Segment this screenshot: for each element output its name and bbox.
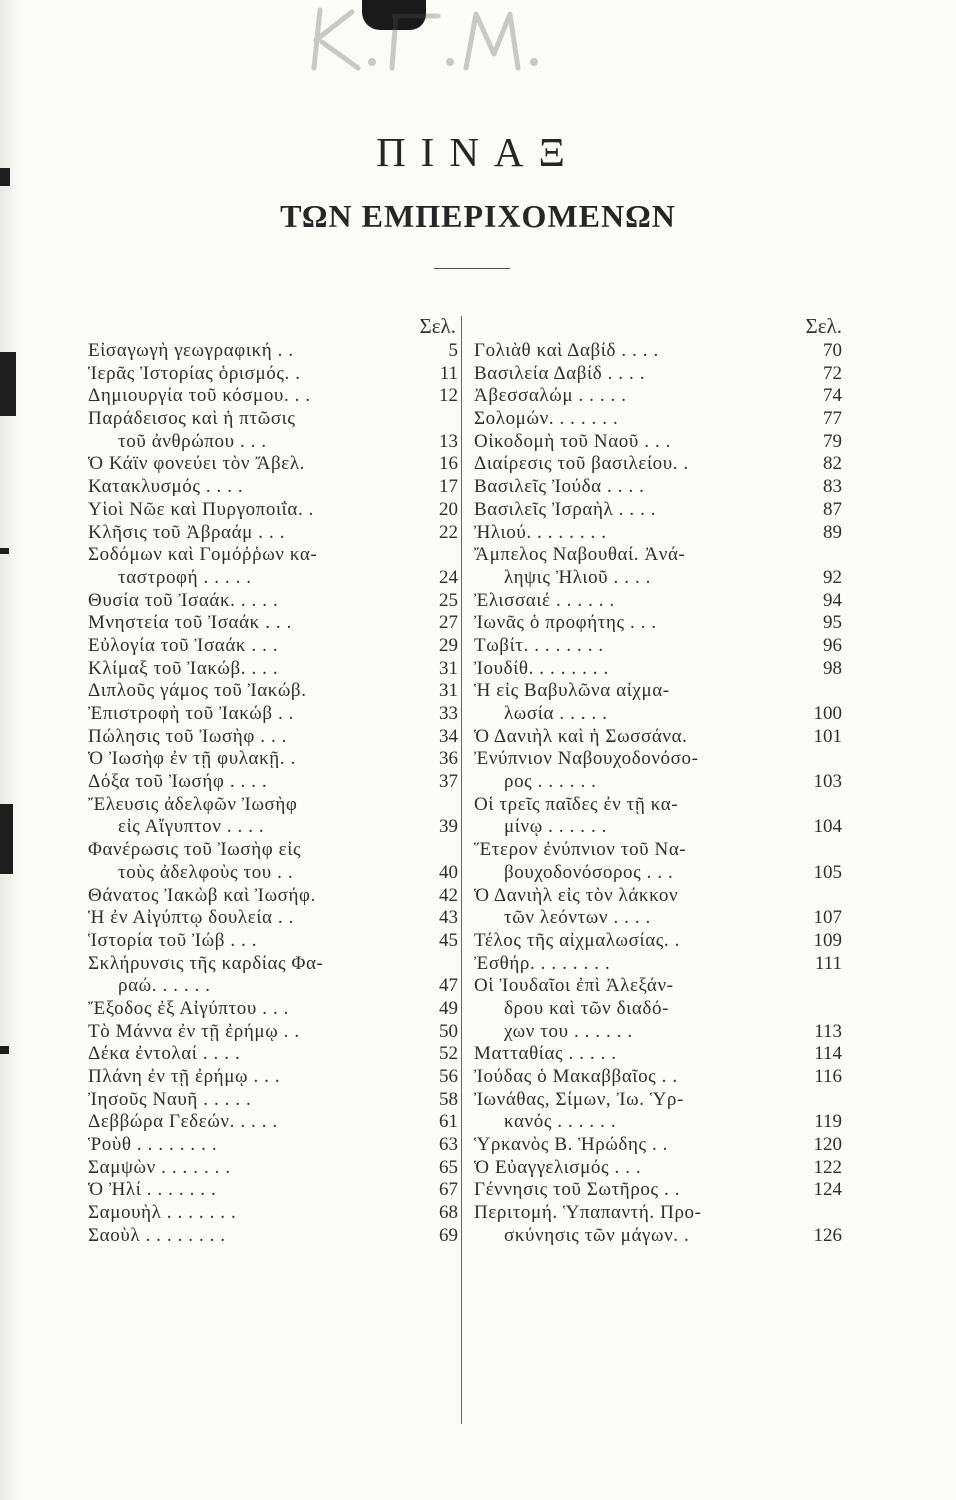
toc-entry <box>474 907 842 930</box>
toc-entry-page: 65 <box>439 1156 458 1178</box>
edge-mark <box>0 548 9 554</box>
toc-entry-page: 69 <box>439 1224 458 1246</box>
toc-entry-page: 103 <box>813 771 842 793</box>
toc-entry-page: 29 <box>439 634 458 656</box>
toc-entry <box>474 794 842 817</box>
toc-entry-page: 42 <box>439 884 458 906</box>
toc-entry-page: 109 <box>813 929 842 951</box>
toc-entry-page: 82 <box>823 453 842 475</box>
toc-entry-title: Βασιλεῖς Ἰσραὴλ . . . . <box>474 498 657 520</box>
toc-entry-title: Βασιλεία Δαβίδ . . . . <box>474 362 646 384</box>
toc-entry-page: 67 <box>439 1179 458 1201</box>
toc-entry-title: Ἐνύπνιον Ναβουχοδονόσο- <box>474 748 699 770</box>
toc-entry-page: 31 <box>439 680 458 702</box>
toc-entry <box>474 975 842 998</box>
toc-entry <box>474 1111 842 1134</box>
toc-entry <box>474 522 842 545</box>
toc-entry <box>88 408 458 431</box>
toc-entry-page: 27 <box>439 612 458 634</box>
toc-entry-title: ραώ. . . . . . <box>118 975 211 997</box>
toc-entry-title: Δεββώρα Γεδεών. . . . . <box>88 1111 278 1133</box>
toc-entry-page: 96 <box>823 634 842 656</box>
toc-entry-page: 104 <box>813 816 842 838</box>
toc-entry-title: Πλάνη ἐν τῇ ἐρήμῳ . . . <box>88 1066 281 1087</box>
toc-entry-title: Γέννησις τοῦ Σωτῆρος . . <box>474 1179 681 1201</box>
toc-entry <box>474 340 842 363</box>
toc-entry-title: Σκλήρυνσις τῆς καρδίας Φα- <box>88 952 324 974</box>
toc-entry <box>88 612 458 635</box>
toc-entry-page: 36 <box>439 748 458 770</box>
toc-entry <box>88 499 458 522</box>
toc-entry-title: τοὺς ἀδελφοὺς του . . <box>118 861 294 883</box>
toc-entry-page: 49 <box>439 997 458 1019</box>
toc-entry-page: 17 <box>439 476 458 498</box>
toc-entry <box>474 1089 842 1112</box>
toc-entry <box>474 476 842 499</box>
toc-entry-title: Ἡ ἐν Αἰγύπτῳ δουλεία . . <box>88 907 294 929</box>
toc-entry <box>88 839 458 862</box>
toc-entry-page: 72 <box>823 362 842 384</box>
toc-entry-title: Ἔλευσις ἀδελφῶν Ἰωσὴφ <box>88 793 298 815</box>
toc-entry-title: Σαοὺλ . . . . . . . . <box>88 1224 226 1246</box>
toc-entry-page: 119 <box>814 1111 842 1133</box>
toc-entry-title: τῶν λεόντων . . . . <box>504 907 651 929</box>
toc-entry <box>474 680 842 703</box>
toc-entry <box>474 1066 842 1089</box>
toc-entry-page: 70 <box>823 340 842 361</box>
toc-entry-title: Οἱ Ἰουδαῖοι ἐπὶ Ἀλεξάν- <box>474 975 674 997</box>
toc-entry-page: 12 <box>439 385 458 407</box>
toc-entry-page: 124 <box>813 1179 842 1201</box>
toc-entry-title: Ὁ Ἰωσὴφ ἐν τῇ φυλακῇ. . <box>88 748 296 770</box>
toc-entry-page: 89 <box>823 521 842 543</box>
toc-entry <box>474 885 842 908</box>
toc-entry <box>474 544 842 567</box>
toc-entry-page: 22 <box>439 521 458 543</box>
toc-entry <box>88 1021 458 1044</box>
toc-entry-page: 95 <box>823 612 842 634</box>
toc-entry <box>474 703 842 726</box>
toc-entry-page: 100 <box>813 703 842 724</box>
toc-entry-page: 56 <box>439 1066 458 1087</box>
toc-entry-page: 39 <box>439 816 458 838</box>
toc-entry-title: Ῥοὺθ . . . . . . . . <box>88 1134 218 1156</box>
toc-entry-title: ρος . . . . . . <box>504 771 597 793</box>
toc-entry-page: 94 <box>823 589 842 611</box>
toc-entry-title: Διπλοῦς γάμος τοῦ Ἰακώβ. <box>88 680 307 702</box>
toc-entry-page: 37 <box>439 771 458 793</box>
toc-entry-title: Βασιλεῖς Ἰούδα . . . . <box>474 476 645 498</box>
toc-entry <box>88 385 458 408</box>
toc-entry <box>88 658 458 681</box>
toc-entry-title: Εἰσαγωγὴ γεωγραφική . . <box>88 340 294 361</box>
column-divider <box>461 316 462 1424</box>
toc-entry-page: 79 <box>823 430 842 452</box>
toc-entry <box>88 975 458 998</box>
toc-entry-title: Ἰησοῦς Ναυῆ . . . . . <box>88 1088 252 1110</box>
toc-entry <box>474 590 842 613</box>
toc-entry-page: 20 <box>439 498 458 520</box>
toc-entry <box>474 930 842 953</box>
toc-entry <box>474 748 842 771</box>
toc-entry <box>474 998 842 1021</box>
toc-entry-title: Σαμουὴλ . . . . . . . <box>88 1202 237 1224</box>
toc-entry-title: λωσία . . . . . <box>504 703 608 724</box>
toc-entry-page: 25 <box>439 589 458 611</box>
toc-entry-page: 122 <box>813 1156 842 1178</box>
toc-entry-page: 43 <box>439 907 458 929</box>
toc-entry-title: Ἰωνᾶς ὁ προφήτης . . . <box>474 612 657 634</box>
toc-entry <box>88 635 458 658</box>
toc-entry-title: Ἱστορία τοῦ Ἰώβ . . . <box>88 929 258 951</box>
toc-entry <box>474 499 842 522</box>
toc-entry <box>88 476 458 499</box>
toc-entry-page: 107 <box>813 907 842 929</box>
toc-entry-title: δρου καὶ τῶν διαδό- <box>504 997 669 1019</box>
toc-entry <box>474 1202 842 1225</box>
toc-entry-title: Θυσία τοῦ Ἰσαάκ. . . . . <box>88 589 279 611</box>
toc-right-column <box>474 314 842 1248</box>
toc-entry <box>88 1111 458 1134</box>
toc-entry <box>474 726 842 749</box>
toc-left-column <box>88 314 458 1248</box>
toc-entry <box>474 771 842 794</box>
toc-entry <box>88 1089 458 1112</box>
toc-entry <box>88 1202 458 1225</box>
toc-entry-title: βουχοδονόσορος . . . <box>504 861 674 883</box>
toc-entry <box>474 953 842 976</box>
toc-entry-page: 40 <box>439 861 458 883</box>
toc-entry <box>474 1134 842 1157</box>
toc-entry <box>88 885 458 908</box>
toc-entry <box>88 1157 458 1180</box>
toc-entry-page: 52 <box>439 1043 458 1065</box>
toc-entry-page: 63 <box>439 1134 458 1156</box>
toc-entry-page: 31 <box>439 657 458 679</box>
toc-entry-title: Υἱοὶ Νῶε καὶ Πυργοποιΐα. . <box>88 498 315 520</box>
toc-entry <box>474 567 842 590</box>
toc-entry <box>88 953 458 976</box>
toc-entry-title: Ὑρκανὸς Β. Ἡρώδης . . <box>474 1134 669 1156</box>
toc-entry-title: Ὁ Εὐαγγελισμός . . . <box>474 1156 642 1178</box>
toc-entry-title: Ἕτερον ἐνύπνιον τοῦ Να- <box>474 839 687 861</box>
toc-entry <box>88 703 458 726</box>
toc-entry <box>474 408 842 431</box>
toc-entry-title: Σοδόμων καὶ Γομόῤῥων κα- <box>88 544 318 566</box>
toc-entry-page: 114 <box>814 1043 842 1065</box>
edge-mark <box>0 804 13 874</box>
toc-entry-page: 50 <box>439 1020 458 1042</box>
toc-entry-page: 58 <box>439 1088 458 1110</box>
toc-entry-title: Ἰουδίθ. . . . . . . . <box>474 657 609 679</box>
toc-entry-title: Ὁ Δανιὴλ εἰς τὸν λάκκον <box>474 884 679 906</box>
toc-entry-title: Δημιουργία τοῦ κόσμου. . . <box>88 385 311 407</box>
toc-entry-title: Ἐλισσαιέ . . . . . . <box>474 589 615 611</box>
toc-entry <box>88 1179 458 1202</box>
toc-entry-page: 16 <box>439 453 458 475</box>
toc-entry <box>474 1043 842 1066</box>
toc-entry-page: 120 <box>813 1134 842 1156</box>
toc-entry <box>474 385 842 408</box>
toc-entry-title: σκύνησις τῶν μάγων. . <box>504 1224 690 1246</box>
toc-entry-page: 13 <box>439 430 458 452</box>
toc-entry-title: Ἐπιστροφὴ τοῦ Ἰακώβ . . <box>88 703 294 724</box>
toc-entry <box>88 930 458 953</box>
toc-entry <box>88 431 458 454</box>
toc-entry-page: 5 <box>448 340 458 361</box>
edge-mark <box>0 352 16 416</box>
toc-entry <box>88 363 458 386</box>
toc-entry-title: Ἀβεσσαλώμ . . . . . <box>474 385 627 407</box>
toc-entry-title: Ὁ Κάϊν φονεύει τὸν Ἄβελ. <box>88 453 305 475</box>
toc-entry-title: Τὸ Μάννα ἐν τῇ ἐρήμῳ . . <box>88 1020 300 1042</box>
toc-entry-title: ληψις Ἠλιοῦ . . . . <box>504 566 651 588</box>
toc-entry <box>88 794 458 817</box>
toc-entry-title: Ματταθίας . . . . . <box>474 1043 617 1065</box>
page-column-header: Σελ. <box>419 314 456 338</box>
toc-entry-title: χων του . . . . . . <box>504 1020 633 1042</box>
toc-entry-title: Τέλος τῆς αἰχμαλωσίας. . <box>474 929 680 951</box>
toc-entry-title: Κλίμαξ τοῦ Ἰακώβ. . . . <box>88 657 279 679</box>
toc-entry-page: 24 <box>439 566 458 588</box>
toc-entry <box>88 771 458 794</box>
toc-entry-title: Ἠλιού. . . . . . . . <box>474 521 607 543</box>
toc-entry <box>474 1179 842 1202</box>
toc-entry <box>88 453 458 476</box>
toc-entry <box>88 1225 458 1248</box>
toc-entry-page: 101 <box>813 725 842 747</box>
toc-entry <box>474 453 842 476</box>
toc-entry-title: εἰς Αἴγυπτον . . . . <box>118 816 265 838</box>
toc-entry <box>88 1134 458 1157</box>
toc-entry-page: 45 <box>439 929 458 951</box>
toc-entry-title: Κλῆσις τοῦ Ἀβραάμ . . . <box>88 521 286 543</box>
page-title: ΠΙΝΑΞ <box>376 129 580 175</box>
toc-entry-page: 87 <box>823 498 842 520</box>
toc-entry-title: Ὁ Ἠλί . . . . . . . <box>88 1179 217 1201</box>
toc-entry-title: Ἡ εἰς Βαβυλῶνα αἰχμα- <box>474 680 670 702</box>
toc-entry <box>88 590 458 613</box>
toc-entry-title: Διαίρεσις τοῦ βασιλείου. . <box>474 453 689 475</box>
toc-entry <box>474 1157 842 1180</box>
toc-entry-title: Ὁ Δανιὴλ καὶ ἡ Σωσσάνα. <box>474 725 688 747</box>
toc-entry-page: 126 <box>813 1224 842 1246</box>
toc-entry-title: κανός . . . . . . <box>504 1111 617 1133</box>
toc-entry-title: Μνηστεία τοῦ Ἰσαάκ . . . <box>88 612 292 634</box>
toc-entry-title: Σαμψὼν . . . . . . . <box>88 1156 231 1178</box>
toc-entry-title: τοῦ ἀνθρώπου . . . <box>118 430 267 452</box>
toc-entry-title: Ἐσθήρ. . . . . . . . <box>474 952 611 974</box>
toc-entry-title: Περιτομή. Ὑπαπαντή. Προ- <box>474 1202 702 1224</box>
toc-entry-page: 111 <box>814 952 842 974</box>
toc-entry <box>474 363 842 386</box>
toc-entry-page: 105 <box>813 861 842 883</box>
toc-entry <box>88 340 458 363</box>
toc-entry-page: 74 <box>823 385 842 407</box>
toc-entry <box>474 635 842 658</box>
toc-entry <box>88 907 458 930</box>
toc-entry-page: 33 <box>439 703 458 724</box>
toc-entry-page: 47 <box>439 975 458 997</box>
toc-entry-page: 34 <box>439 725 458 747</box>
handwritten-stamp <box>300 2 550 80</box>
title-rule <box>434 268 510 269</box>
toc-entry-title: Οἰκοδομὴ τοῦ Ναοῦ . . . <box>474 430 671 452</box>
toc-entry-page: 113 <box>814 1020 842 1042</box>
toc-entry-title: Δέκα ἐντολαί . . . . <box>88 1043 241 1065</box>
toc-entry-title: Πώλησις τοῦ Ἰωσὴφ . . . <box>88 725 288 747</box>
toc-entry <box>474 658 842 681</box>
toc-entry-title: Δόξα τοῦ Ἰωσήφ . . . . <box>88 771 268 793</box>
toc-entry <box>88 726 458 749</box>
page-subtitle: ΤΩΝ ΕΜΠΕΡΙΧΟΜΕΝΩΝ <box>280 198 676 234</box>
toc-entry <box>474 1225 842 1248</box>
toc-entry-title: Γολιὰθ καὶ Δαβίδ . . . . <box>474 340 659 361</box>
toc-entry-title: Ἄμπελος Ναβουθαί. Ἀνά- <box>474 544 686 566</box>
toc-entry-title: Ἱερᾶς Ἱστορίας ὁρισμός. . <box>88 362 301 384</box>
toc-entry-page: 83 <box>823 476 842 498</box>
toc-entry-title: Φανέρωσις τοῦ Ἰωσὴφ εἰς <box>88 839 302 861</box>
toc-entry-title: Ἔξοδος ἐξ Αἰγύπτου . . . <box>88 997 289 1019</box>
toc-entry-page: 68 <box>439 1202 458 1224</box>
page-column-header: Σελ. <box>805 314 842 338</box>
toc-entry-title: Εὐλογία τοῦ Ἰσαάκ . . . <box>88 634 279 656</box>
toc-entry-title: Σολομών. . . . . . . <box>474 408 619 430</box>
toc-entry <box>474 1021 842 1044</box>
toc-entry-page: 116 <box>814 1066 842 1087</box>
toc-entry <box>88 1043 458 1066</box>
toc-entry-title: Ἰωνάθας, Σίμων, Ἰω. Ὑρ- <box>474 1088 684 1110</box>
toc-entry-page: 61 <box>439 1111 458 1133</box>
toc-entry <box>88 862 458 885</box>
toc-entry <box>474 839 842 862</box>
toc-entry-title: Κατακλυσμός . . . . <box>88 476 244 498</box>
toc-entry-page: 98 <box>823 657 842 679</box>
toc-entry-page: 92 <box>823 566 842 588</box>
toc-entry <box>88 998 458 1021</box>
toc-entry-title: Θάνατος Ἰακὼβ καὶ Ἰωσήφ. <box>88 884 316 906</box>
toc-entry <box>88 1066 458 1089</box>
toc-entry-title: Παράδεισος καὶ ἡ πτῶσις <box>88 408 296 430</box>
toc-entry <box>88 680 458 703</box>
toc-entry <box>88 544 458 567</box>
toc-entry <box>88 748 458 771</box>
toc-entry-page: 11 <box>439 362 458 384</box>
toc-entry <box>474 612 842 635</box>
toc-entry-title: ταστροφή . . . . . <box>118 566 252 588</box>
toc-entry <box>88 816 458 839</box>
toc-entry-title: Ἰούδας ὁ Μακαββαῖος . . <box>474 1066 678 1087</box>
toc-entry-title: Τωβίτ. . . . . . . . <box>474 634 604 656</box>
toc-entry <box>474 862 842 885</box>
edge-mark <box>0 1046 9 1054</box>
toc-entry <box>88 522 458 545</box>
toc-entry-title: Οἱ τρεῖς παῖδες ἐν τῇ κα- <box>474 793 679 815</box>
toc-entry-title: μίνῳ . . . . . . <box>504 816 607 838</box>
toc-entry <box>474 431 842 454</box>
toc-entry-page: 77 <box>823 408 842 430</box>
toc-entry <box>474 816 842 839</box>
toc-entry <box>88 567 458 590</box>
